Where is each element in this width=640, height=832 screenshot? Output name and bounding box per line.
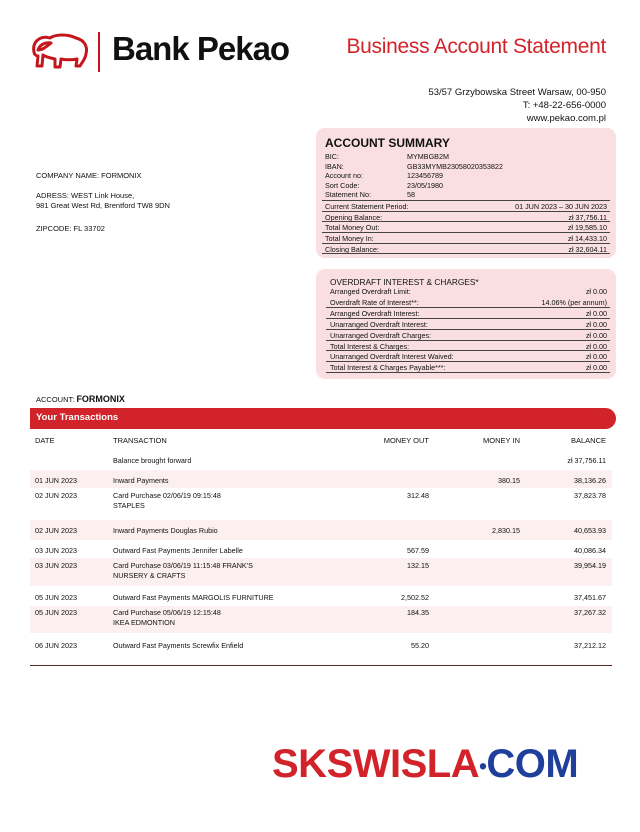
summary-detail-key: IBAN:: [325, 161, 344, 171]
summary-row-value: zł 14,433.10: [567, 234, 607, 244]
row-balance: 39,954.19: [574, 561, 606, 570]
overdraft-row-total-interest: [326, 340, 610, 351]
row-money-out: 184.35: [407, 608, 429, 617]
summary-row-value: 01 JUN 2023 – 30 JUN 2023: [515, 202, 607, 211]
summary-row-key: Current Statement Period:: [325, 202, 409, 211]
row-description: Outward Fast Payments MARGOLIS FURNITURE: [113, 593, 274, 602]
overdraft-row-key: Unarranged Overdraft Interest:: [330, 320, 428, 330]
row-date: 03 JUN 2023: [35, 561, 77, 570]
row-date: 02 JUN 2023: [35, 526, 77, 535]
row-description: Outward Fast Payments Screwfix Enfield: [113, 641, 244, 650]
summary-detail-key: BIC:: [325, 152, 339, 161]
watermark-part2: COM: [486, 742, 579, 786]
summary-row-value: zł 19,585.10: [567, 223, 607, 233]
row-date: 05 JUN 2023: [35, 593, 77, 602]
header-date: DATE: [35, 436, 55, 445]
row-description-line2: IKEA EDMONTION: [113, 618, 175, 627]
row-date: 02 JUN 2023: [35, 491, 77, 500]
row-money-in: 380.15: [498, 476, 520, 485]
overdraft-row-value: zł 0.00: [585, 320, 607, 330]
logo-divider: [98, 32, 100, 72]
row-money-out: 567.59: [407, 546, 429, 555]
row-balance: 37,451.67: [574, 593, 606, 602]
overdraft-row-key: Unarranged Overdraft Interest Waived:: [330, 352, 454, 362]
bank-address: [428, 86, 606, 125]
watermark-part1: SKSWISLA: [272, 742, 480, 786]
summary-detail-key: Statement No:: [325, 190, 371, 199]
account-summary-title: ACCOUNT SUMMARY: [325, 136, 450, 150]
row-date: 01 JUN 2023: [35, 476, 77, 485]
account-label-prefix: ACCOUNT:: [36, 395, 75, 404]
row-description-line2: NURSERY & CRAFTS: [113, 571, 186, 580]
summary-row-money-in: [322, 232, 610, 243]
bank-website: www.pekao.com.pl: [526, 113, 606, 124]
header-money-out: MONEY OUT: [383, 436, 429, 445]
row-balance: 37,267.32: [574, 608, 606, 617]
overdraft-row-limit: [326, 286, 610, 297]
overdraft-row-key: Total Interest & Charges:: [330, 341, 410, 351]
summary-row-money-out: [322, 221, 610, 232]
table-bottom-rule: [30, 665, 612, 666]
row-money-out: 132.15: [407, 561, 429, 570]
overdraft-row-total-payable: [326, 361, 610, 372]
overdraft-row-value: zł 0.00: [585, 362, 607, 372]
row-description: Inward Payments: [113, 476, 169, 485]
summary-row-closing-balance: [322, 243, 610, 254]
header-balance: BALANCE: [570, 436, 606, 445]
overdraft-row-arranged-interest: [326, 307, 610, 318]
row-date: 05 JUN 2023: [35, 608, 77, 617]
overdraft-row-interest-waived: [326, 350, 610, 361]
bison-logo-icon: [30, 32, 90, 70]
summary-row-value: zł 32,604.11: [568, 244, 607, 254]
summary-detail-value: 58: [407, 190, 415, 199]
overdraft-row-key: Arranged Overdraft Interest:: [330, 309, 420, 319]
summary-detail-value: GB33MYMB23058020353822: [407, 161, 503, 171]
overdraft-row-value: 14.06% (per annum): [541, 297, 607, 307]
bank-phone: T: +48-22-656-0000: [522, 100, 606, 111]
bank-street: 53/57 Grzybowska Street Warsaw, 00-950: [428, 87, 606, 98]
overdraft-row-key: Unarranged Overdraft Charges:: [330, 330, 432, 340]
summary-row-period: [322, 200, 610, 211]
row-date: 03 JUN 2023: [35, 546, 77, 555]
overdraft-row-value: zł 0.00: [585, 341, 607, 351]
watermark: [272, 742, 578, 787]
overdraft-row-unarranged-charges: [326, 329, 610, 340]
header-money-in: MONEY IN: [483, 436, 520, 445]
summary-row-key: Total Money In:: [325, 234, 374, 244]
summary-detail-key: Sort Code:: [325, 180, 360, 190]
overdraft-row-rate: [326, 297, 610, 308]
overdraft-bottom-rule: [326, 372, 610, 373]
row-description: Balance brought forward: [113, 456, 192, 465]
company-address: [36, 191, 170, 210]
row-balance: 40,653.93: [574, 526, 606, 535]
overdraft-row-key: Total Interest & Charges Payable***:: [330, 362, 446, 372]
row-money-out: 312.48: [407, 491, 429, 500]
account-label: [36, 394, 125, 404]
overdraft-row-key: Overdraft Rate of Interest**:: [330, 297, 419, 307]
summary-row-opening-balance: [322, 211, 610, 222]
transactions-section-title: Your Transactions: [36, 412, 119, 423]
row-balance: 38,136.26: [574, 476, 606, 485]
company-address-line2: 981 Great West Rd, Brentford TW8 9DN: [36, 200, 170, 210]
summary-row-key: Opening Balance:: [325, 212, 383, 222]
brand-name: Bank Pekao: [112, 30, 290, 67]
row-description: Card Purchase 02/06/19 09:15:48: [113, 491, 221, 500]
summary-detail-value: 123456789: [407, 171, 443, 180]
summary-bottom-rule: [322, 253, 610, 254]
overdraft-row-value: zł 0.00: [585, 309, 607, 319]
overdraft-row-value: zł 0.00: [585, 352, 607, 362]
row-description: Card Purchase 03/06/19 11:15:48 FRANK'S: [113, 561, 253, 570]
summary-row-value: zł 37,756.11: [568, 212, 607, 222]
overdraft-title: OVERDRAFT INTEREST & CHARGES*: [330, 277, 479, 287]
company-name: COMPANY NAME: FORMONIX: [36, 171, 142, 180]
row-balance: 40,086.34: [574, 546, 606, 555]
watermark-dot: •: [479, 753, 487, 779]
company-zipcode: ZIPCODE: FL 33702: [36, 224, 105, 233]
company-address-line1: ADRESS: WEST Link House,: [36, 191, 135, 200]
row-description: Outward Fast Payments Jennifer Labelle: [113, 546, 243, 555]
account-name: FORMONIX: [76, 394, 125, 404]
overdraft-row-value: zł 0.00: [585, 330, 607, 340]
row-money-out: 2,502.52: [401, 593, 429, 602]
row-balance: 37,212.12: [574, 641, 606, 650]
row-description: Card Purchase 05/06/19 12:15:48: [113, 608, 221, 617]
document-title: Business Account Statement: [346, 35, 606, 58]
row-money-out: 55.20: [411, 641, 429, 650]
row-money-in: 2,830.15: [492, 526, 520, 535]
summary-detail-value: MYMBGB2M: [407, 152, 449, 161]
summary-row-key: Closing Balance:: [325, 244, 379, 254]
overdraft-row-unarranged-interest: [326, 318, 610, 329]
header-transaction: TRANSACTION: [113, 436, 167, 445]
overdraft-row-value: zł 0.00: [585, 287, 607, 296]
summary-detail-value: 23/05/1980: [407, 180, 443, 190]
summary-row-key: Total Money Out:: [325, 223, 380, 233]
row-description: Inward Payments Douglas Rubio: [113, 526, 218, 535]
row-date: 06 JUN 2023: [35, 641, 77, 650]
row-balance: 37,823.78: [574, 491, 606, 500]
row-balance: zł 37,756.11: [567, 456, 606, 465]
summary-detail-key: Account no:: [325, 171, 363, 180]
row-description-line2: STAPLES: [113, 501, 145, 510]
overdraft-row-key: Arranged Overdraft Limit:: [330, 287, 411, 296]
